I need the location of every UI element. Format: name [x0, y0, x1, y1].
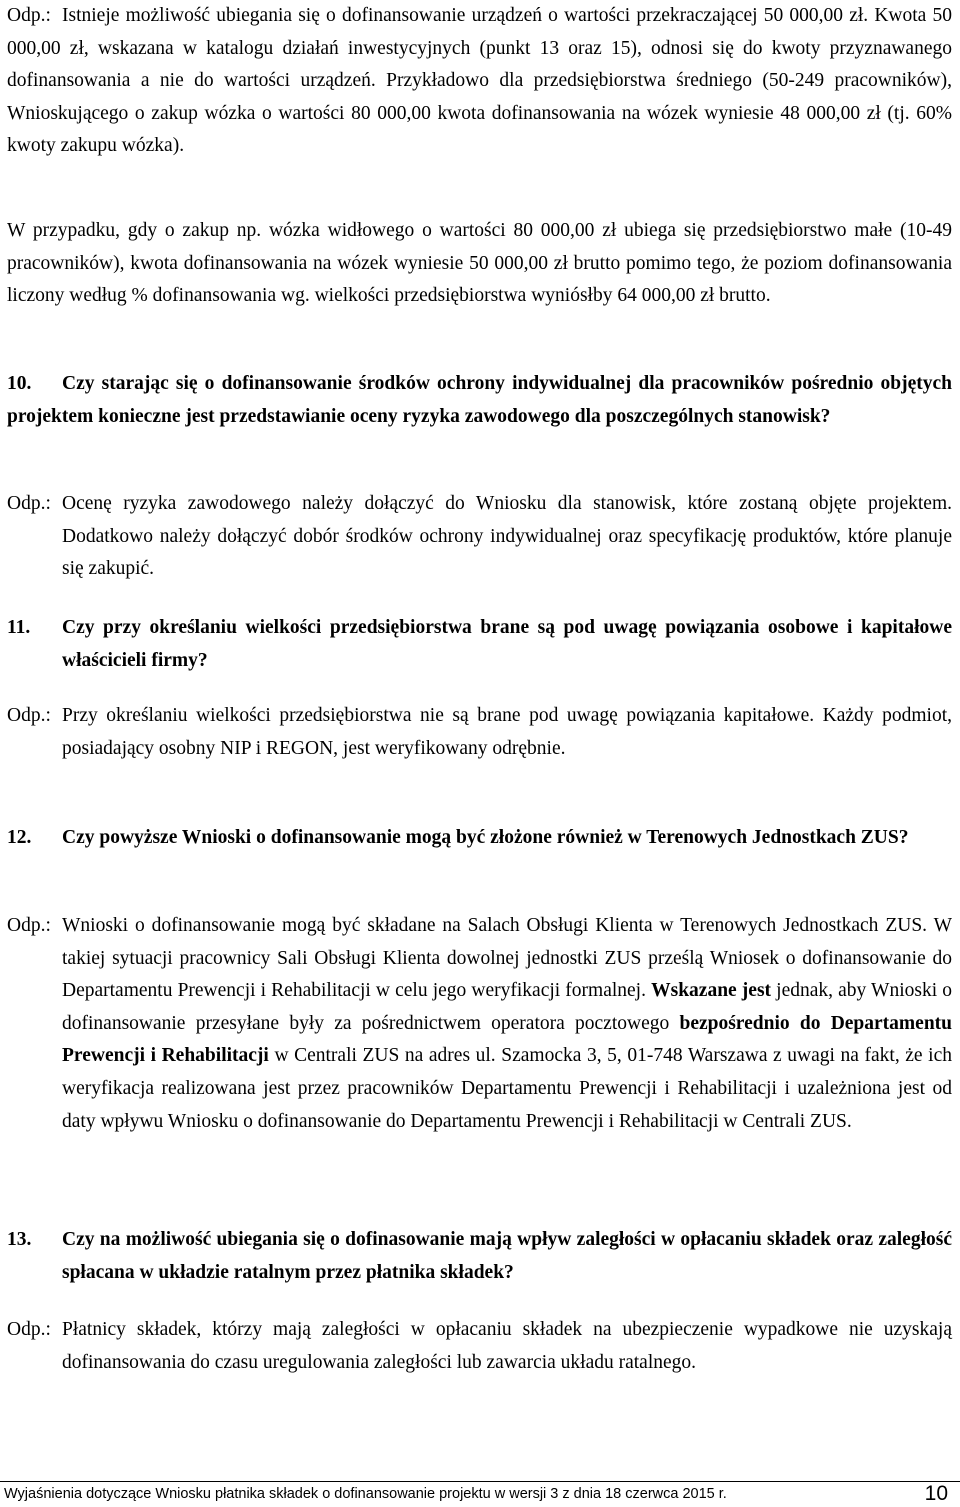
answer-label: Odp.:: [7, 915, 51, 936]
page-number: 10: [924, 1482, 948, 1505]
question-text: Czy na możliwość ubiegania się o dofinasowanie mają wpływ zaległości w opłacaniu składek oraz zaległość spłacana w układzie ratalnym przez płatnika składek?: [62, 1229, 952, 1283]
answer-text: Przy określaniu wielkości przedsiębiorstwa nie są brane pod uwagę powiązania kapitałowe. Każdy podmiot, posiadający osobny NIP i REGON, jest weryfikowany odrębnie.: [62, 705, 952, 759]
answer-text: Ocenę ryzyka zawodowego należy dołączyć do Wniosku dla stanowisk, które zostaną objęte projektem. Dodatkowo należy dołączyć dobór środków ochrony indywidualnej oraz specyfikację produktów, które planuje się zakupić.: [62, 493, 952, 580]
footer-caption: Wyjaśnienia dotyczące Wniosku płatnika składek o dofinansowanie projektu w wersji 3 z dnia 18 czerwca 2015 r.: [4, 1486, 727, 1502]
answer-text-emphasis: Wskazane jest: [651, 980, 772, 1002]
question-text: Czy starając się o dofinansowanie środków ochrony indywidualnej dla pracowników pośrednio objętych projektem konieczne jest przedstawianie oceny ryzyka zawodowego dla poszczególnych stanowisk?: [7, 373, 952, 427]
question-text: Czy przy określaniu wielkości przedsiębiorstwa brane są pod uwagę powiązania osobowe i kapitałowe właścicieli firmy?: [62, 617, 952, 671]
answer-label: Odp.:: [7, 5, 51, 26]
answer-text-part: w Centrali ZUS na adres ul. Szamocka 3, 5, 01-748 Warszawa z uwagi na fakt, że ich weryfikacja realizowana jest przez pracowników Departamentu Prewencji i Rehabilitacji i uzależniona jest od daty wpływu Wniosku o dofinansowanie do Departamentu Prewencji i Rehabilitacji w Centrali ZUS.: [62, 1045, 952, 1132]
answer-text-part: Wnioski o dofinansowanie mogą być składane na Salach Obsługi Klienta w Terenowych Jednostkach ZUS. W takiej sytuacji pracownicy Sali Obsługi Klienta dowolnej jednostki ZUS prześlą Wniosek o dofinansowanie do Departamentu Prewencji i Rehabilitacji w celu jego weryfikacji formalnej.: [62, 915, 952, 1002]
answer-paragraph: Istnieje możliwość ubiegania się o dofinansowanie urządzeń o wartości przekraczającej 50 000,00 zł. Kwota 50 000,00 zł, wskazana w katalogu działań inwestycyjnych (punkt 13 oraz 15), odnosi się do kwoty przyznawanego dofinansowania a nie do wartości urządzeń. Przykładowo dla przedsiębiorstwa średniego (50-249 pracowników), Wnioskującego o zakup wózka o wartości 80 000,00 kwota dofinansowania na wózek wyniesie 48 000,00 zł (tj. 60% kwoty zakupu wózka).: [7, 5, 952, 157]
answer-label: Odp.:: [7, 705, 51, 726]
question-number: 11.: [7, 617, 31, 638]
question-number: 13.: [7, 1229, 32, 1250]
example-paragraph: W przypadku, gdy o zakup np. wózka widłowego o wartości 80 000,00 zł ubiega się przedsiębiorstwo małe (10-49 pracowników), kwota dofinansowania na wózek wyniesie 50 000,00 zł brutto pomimo tego, że poziom dofinansowania liczony według % dofinansowania wg. wielkości przedsiębiorstwa wyniósłby 64 000,00 zł brutto.: [7, 220, 952, 307]
answer-text: Płatnicy składek, którzy mają zaległości w opłacaniu składek na ubezpieczenie wypadkowe nie uzyskają dofinansowania do czasu uregulowania zaległości lub zawarcia układu ratalnego.: [62, 1319, 952, 1373]
answer-text: [62, 910, 952, 1138]
answer-label: Odp.:: [7, 1319, 51, 1340]
answer-label: Odp.:: [7, 493, 51, 514]
question-number: 10.: [7, 373, 32, 394]
answer-text-part: jednak, aby Wnioski o dofinansowanie przesyłane były za pośrednictwem operatora pocztowego: [62, 980, 952, 1034]
answer-text-emphasis: bezpośrednio do Departamentu Prewencji i Rehabilitacji: [62, 1012, 953, 1067]
question-text: Czy powyższe Wnioski o dofinansowanie mogą być złożone również w Terenowych Jednostkach ZUS?: [62, 827, 909, 848]
question-number: 12.: [7, 827, 32, 848]
footer-divider: [0, 1481, 960, 1482]
